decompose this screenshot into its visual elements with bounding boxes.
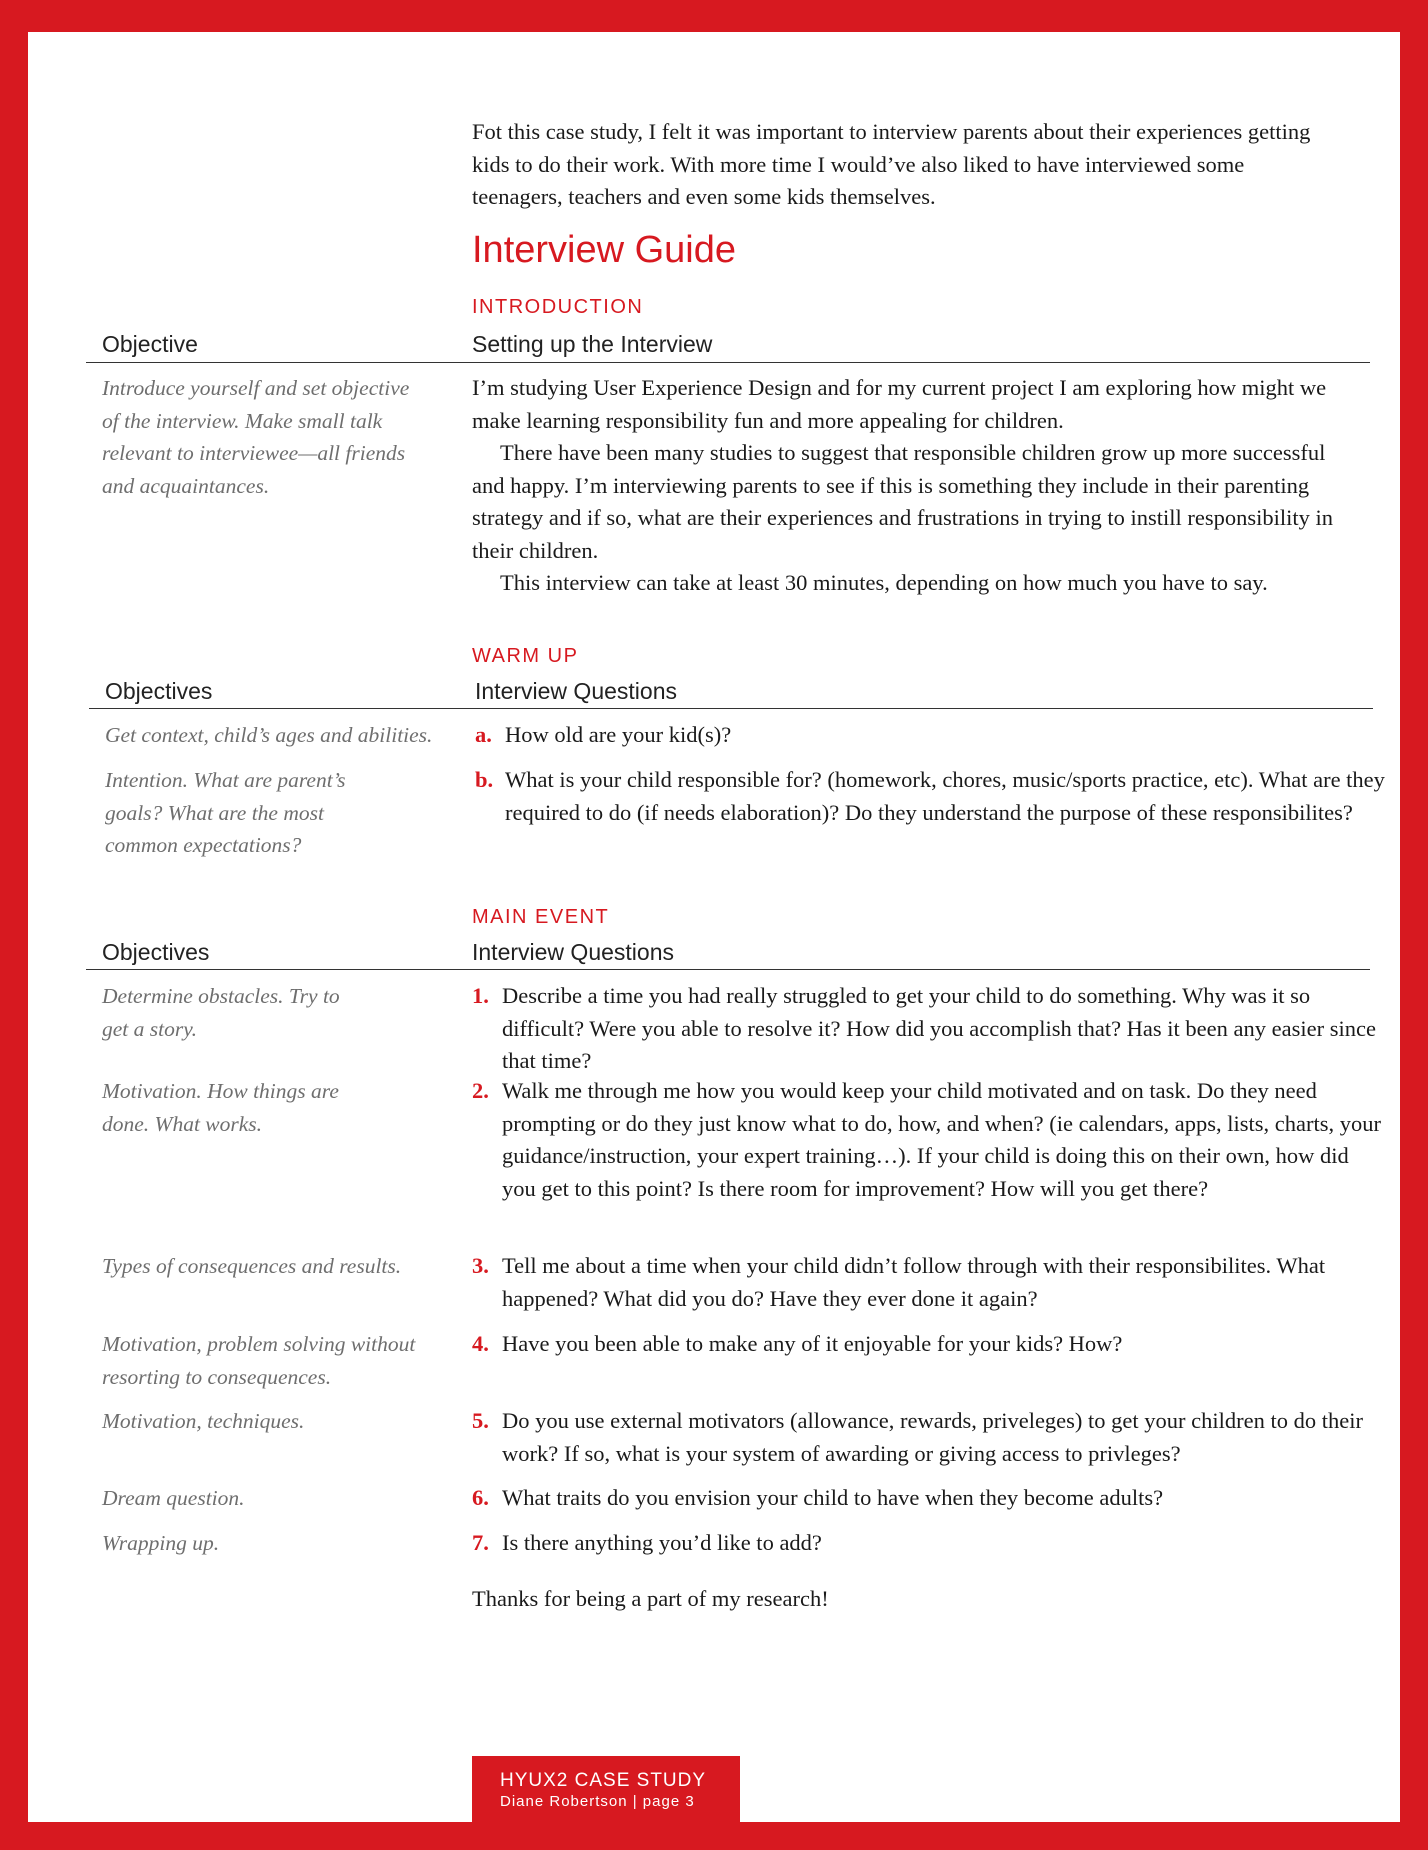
question-text: Walk me through me how you would keep your child motivated and on task. Do they need prompting or do they just know what to do, how, and when? (ie calendars, apps, lists, charts, your guidance/instruction, your expert training…). If your child is doing this on their own, how did you get to this point? Is there room for improvement? How will you get there? — [502, 1078, 1381, 1201]
question-item — [472, 1250, 1382, 1315]
question-number: a. — [475, 722, 492, 747]
page-title: Interview Guide — [472, 229, 737, 271]
footer-subtitle: Diane Robertson | page 3 — [500, 1793, 695, 1810]
setup-paragraph: There have been many studies to suggest that responsible children grow up more successful and happy. I’m interviewing parents to see if this is something they include in their parenting strategy and if so, what are their experiences and frustrations in trying to instill responsibility in their children. — [472, 440, 1334, 563]
objective-text: Motivation, techniques. — [102, 1409, 305, 1433]
objective-text: Dream question. — [102, 1486, 245, 1510]
column-header-questions: Interview Questions — [472, 939, 674, 965]
objective-text: Motivation. How things are done. What works. — [102, 1079, 339, 1136]
question-number: b. — [475, 767, 494, 792]
section-divider — [86, 362, 1370, 363]
objective-text: Determine obstacles. Try to get a story. — [102, 984, 340, 1041]
column-header-objectives: Objectives — [105, 678, 213, 704]
question-item — [472, 980, 1382, 1078]
setup-paragraph: I’m studying User Experience Design and for my current project I am exploring how might we make learning responsibility fun and more appealing for children. — [472, 375, 1327, 433]
section-divider — [86, 969, 1370, 970]
question-item — [472, 1482, 1382, 1515]
question-text: Describe a time you had really struggled to get your child to do something. Why was it so difficult? Were you able to resolve it? How did you accomplish that? Has it been any easier since that time? — [502, 983, 1376, 1073]
column-header-questions: Interview Questions — [475, 678, 677, 704]
objective-text: Types of consequences and results. — [102, 1254, 402, 1278]
objective-text: Motivation, problem solving without resorting to consequences. — [102, 1332, 416, 1389]
section-label-main-event: MAIN EVENT — [472, 906, 610, 928]
column-header-setup: Setting up the Interview — [472, 331, 713, 357]
setup-paragraph: This interview can take at least 30 minutes, depending on how much you have to say. — [500, 570, 1268, 595]
footer-title: HYUX2 CASE STUDY — [500, 1770, 707, 1791]
question-item — [475, 764, 1385, 829]
question-text: Tell me about a time when your child didn’t follow through with their responsibilites. What happened? What did you do? Have they ever done it again? — [502, 1253, 1326, 1311]
question-item — [472, 1075, 1382, 1205]
document-page — [28, 32, 1400, 1822]
question-number: 6. — [472, 1485, 489, 1510]
question-text: How old are your kid(s)? — [505, 722, 732, 747]
question-text: Is there anything you’d like to add? — [502, 1530, 822, 1555]
question-text: What is your child responsible for? (homework, chores, music/sports practice, etc). What are they required to do (if needs elaboration)? Do they understand the purpose of these responsibilites? — [505, 767, 1385, 825]
intro-paragraph: Fot this case study, I felt it was important to interview parents about their experiences getting kids to do their work. With more time I would’ve also liked to have interviewed some teenagers, teachers and even some kids themselves. — [472, 119, 1311, 209]
objective-text: Intention. What are parent’s goals? What are the most common expectations? — [105, 768, 346, 857]
section-label-introduction: INTRODUCTION — [472, 296, 644, 318]
question-number: 5. — [472, 1408, 489, 1433]
section-divider — [89, 708, 1373, 709]
objective-text: Introduce yourself and set objective of the interview. Make small talk relevant to interviewee—all friends and acquaintances. — [102, 376, 410, 498]
closing-text: Thanks for being a part of my research! — [472, 1586, 829, 1611]
question-item — [475, 719, 1385, 752]
question-item — [472, 1527, 1382, 1560]
question-text: What traits do you envision your child to have when they become adults? — [502, 1485, 1164, 1510]
footer-badge — [472, 1756, 740, 1822]
question-number: 4. — [472, 1331, 489, 1356]
column-header-objectives: Objectives — [102, 939, 210, 965]
question-text: Do you use external motivators (allowance, rewards, priveleges) to get your children to do their work? If so, what is your system of awarding or giving access to privleges? — [502, 1408, 1363, 1466]
column-header-objective: Objective — [102, 331, 198, 357]
objective-text: Get context, child’s ages and abilities. — [105, 723, 433, 747]
intro-setup-text — [472, 372, 1352, 600]
question-number: 3. — [472, 1253, 489, 1278]
section-label-warm-up: WARM UP — [472, 645, 579, 667]
objective-text: Wrapping up. — [102, 1531, 220, 1555]
question-item — [472, 1328, 1382, 1361]
question-number: 7. — [472, 1530, 489, 1555]
question-item — [472, 1405, 1382, 1470]
question-text: Have you been able to make any of it enjoyable for your kids? How? — [502, 1331, 1123, 1356]
question-number: 1. — [472, 983, 489, 1008]
question-number: 2. — [472, 1078, 489, 1103]
